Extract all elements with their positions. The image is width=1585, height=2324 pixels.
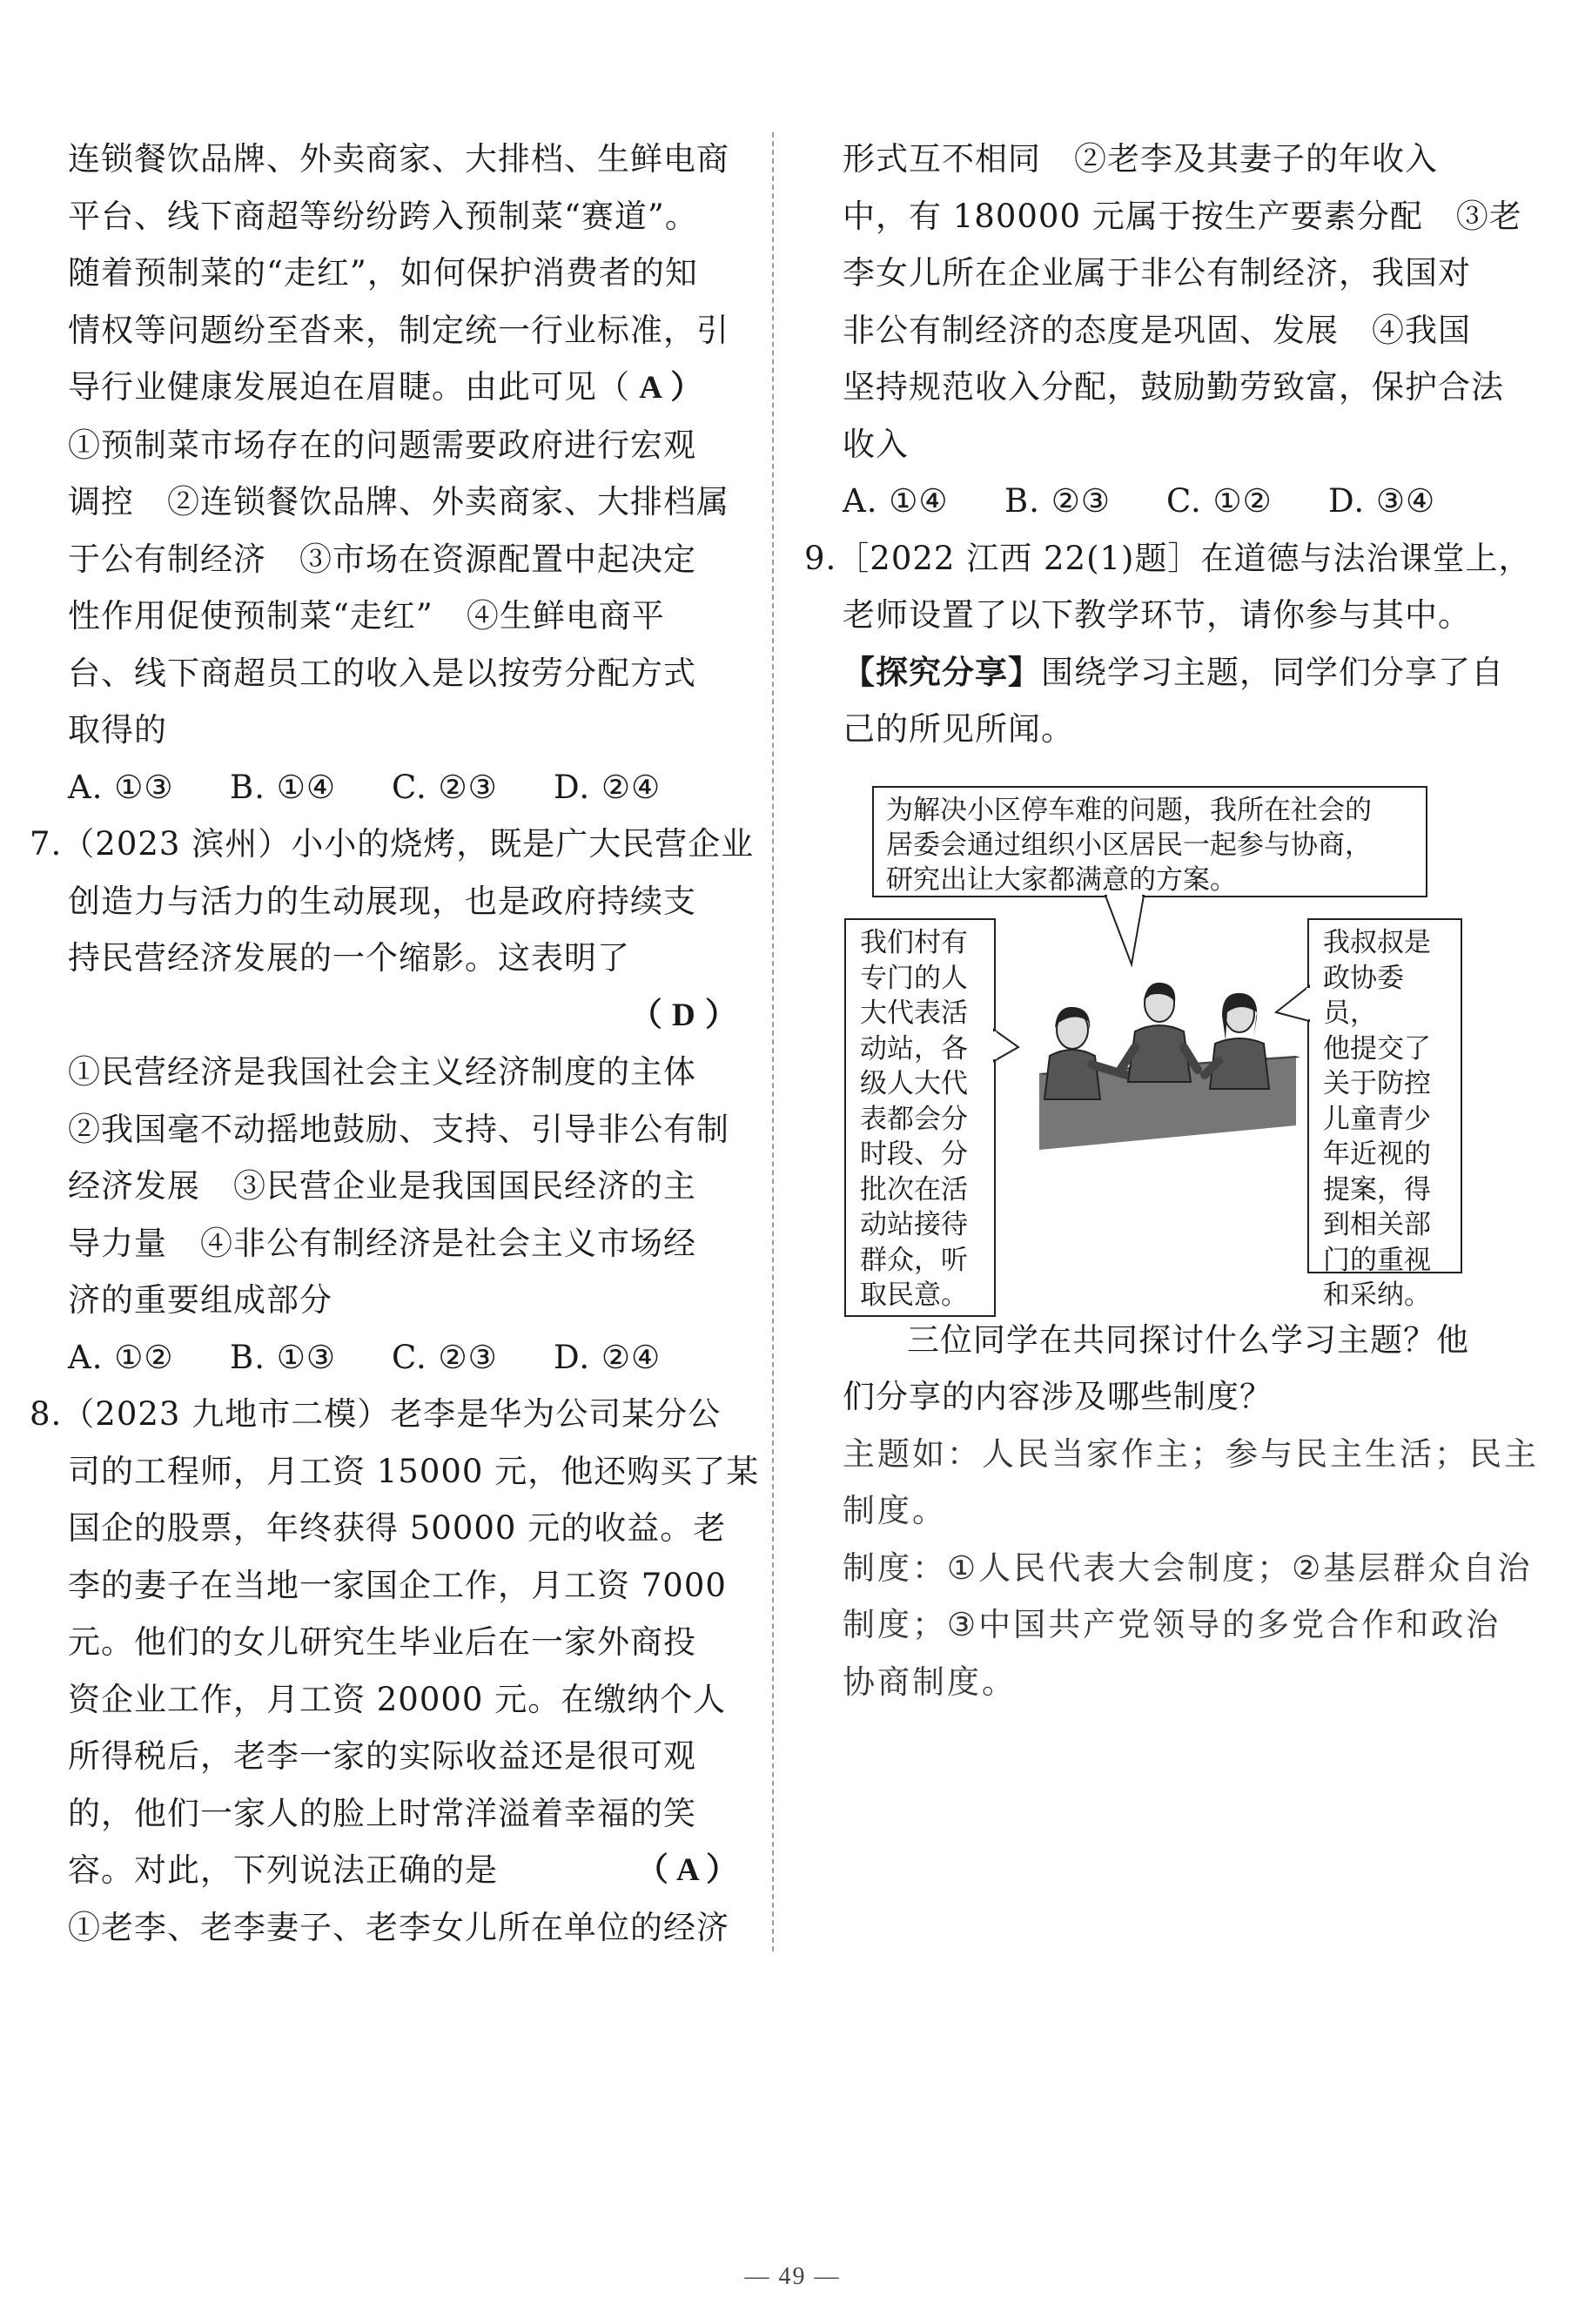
q8-stem-line: 8.（2023 九地市二模）老李是华为公司某分公 [30,1395,722,1433]
bubble-top-line: 为解决小区停车难的问题，我所在社会的 [886,795,1372,826]
bubble-left-line: 动站接待 [860,1209,968,1240]
q6-option-line: 台、线下商超员工的收入是以按劳分配方式 [68,654,696,692]
q8-stem-line: 司的工程师，月工资 15000 元，他还购买了某 [68,1452,760,1490]
q6-stem-line: 平台、线下商超等纷纷跨入预制菜“赛道”。 [68,197,698,235]
q8-stem-line: 国企的股票，年终获得 50000 元的收益。老 [68,1509,727,1547]
bubble-left-line: 级人大代 [860,1068,968,1099]
left-column [30,131,760,1956]
q8-answer: （ A ） [635,1852,738,1888]
bubble-right-line: 我叔叔是 [1323,927,1431,958]
q7-option-line: 经济发展 ③民营企业是我国国民经济的主 [68,1167,696,1205]
q7-choice-b: B. ①③ [230,1338,337,1376]
explore-line [843,644,1513,702]
answer-line: 主题如：人民当家作主；参与民主生活；民主 [843,1434,1539,1473]
answer-line: 制度；③中国共产党领导的多党合作和政治 [843,1606,1501,1643]
q8-choice-d: D. ③④ [1328,482,1436,520]
bubble-right-line: 政协委员， [1323,962,1404,1029]
page-number: — 49 — [744,2263,841,2290]
q8-option-line: 李女儿所在企业属于非公有制经济，我国对 [843,254,1471,292]
answer-line: 制度：①人民代表大会制度；②基层群众自治 [843,1548,1533,1587]
q7-option-line: ②我国毫不动摇地鼓励、支持、引导非公有制 [68,1110,729,1148]
q8-stem-line: 李的妻子在当地一家国企工作，月工资 7000 [68,1566,727,1604]
bubble-right-line: 儿童青少 [1323,1103,1431,1135]
column-divider [772,132,774,1951]
q8-choice-a: A. ①④ [843,482,949,520]
bubble-left-line: 我们村有 [860,927,968,958]
explore-tag: 【探究分享】 [843,653,1041,691]
q8-stem-line: 元。他们的女儿研究生毕业后在一家外商投 [68,1623,696,1661]
q7-answer: （ D ） [629,997,738,1033]
q6-choices [68,759,738,816]
students-scene [1004,960,1304,1153]
q7-choices [68,1329,738,1387]
q7-stem-line: 创造力与活力的生动展现，也是政府持续支 [68,882,696,920]
bubble-left-line: 批次在活 [860,1173,968,1206]
q8-option-line: 收入 [843,425,909,463]
bubble-left-line: 时段、分 [860,1138,968,1170]
q8-option-line: 形式互不相同 ②老李及其妻子的年收入 [843,140,1438,178]
q6-stem-line-answer [68,359,738,417]
bubble-left-line: 群众，听 [860,1244,968,1276]
bubble-left-line: 大代表活 [860,997,968,1029]
q8-choices [843,473,1513,530]
answer-line: 制度。 [843,1492,947,1529]
answer-line: 协商制度。 [843,1662,1017,1701]
q8-stem-line: 的，他们一家人的脸上时常洋溢着幸福的笑 [68,1794,696,1832]
q7-option-line: ①民营经济是我国社会主义经济制度的主体 [68,1053,696,1091]
discuss-question-line: 们分享的内容涉及哪些制度？ [843,1378,1273,1415]
q6-option-line: ①预制菜市场存在的问题需要政府进行宏观 [68,426,696,464]
q7-choice-a: A. ①② [68,1338,174,1376]
q6-choice-b: B. ①④ [230,768,337,806]
bubble-right-line: 年近视的 [1323,1138,1431,1170]
bubble-right-line: 关于防控 [1323,1068,1431,1099]
q6-stem-text: 导行业健康发展迫在眉睫。由此可见（ [68,368,630,406]
bubble-left-line: 表都会分 [860,1103,968,1135]
bubble-left-line: 专门的人 [860,962,968,994]
q8-stem-text: 容。对此，下列说法正确的是 [68,1851,498,1889]
q8-choice-b: B. ②③ [1004,482,1112,520]
q9-stem-line: 老师设置了以下教学环节，请你参与其中。 [843,596,1471,634]
q6-stem-line: 情权等问题纷至沓来，制定统一行业标准，引 [68,311,729,349]
q6-answer: A ） [639,370,704,406]
q6-option-line: 于公有制经济 ③市场在资源配置中起决定 [68,540,696,578]
q6-option-line: 取得的 [68,711,167,749]
q7-stem-line: 持民营经济发展的一个缩影。这表明了 [68,939,630,977]
bubble-left-line: 取民意。 [860,1280,968,1311]
bubble-right-line: 到相关部 [1323,1209,1431,1240]
bubble-top-line: 研究出让大家都满意的方案。 [886,864,1237,896]
discussion-illustration [844,786,1464,1319]
q7-stem-line: 7.（2023 滨州）小小的烧烤，既是广大民营企业 [30,825,755,863]
q7-choice-d: D. ②④ [554,1338,662,1376]
q8-stem-line-answer [68,1842,738,1899]
bubble-top-line: 居委会通过组织小区居民一起参与协商， [886,830,1372,861]
q8-option-line: ①老李、老李妻子、老李女儿所在单位的经济 [68,1908,729,1946]
student-middle [1119,983,1198,1082]
bubble-left-line: 动站，各 [860,1032,968,1065]
q6-stem-line: 连锁餐饮品牌、外卖商家、大排档、生鲜电商 [68,140,729,178]
q6-choice-d: D. ②④ [554,768,662,806]
discuss-question-line: 三位同学在共同探讨什么学习主题？他 [907,1320,1469,1359]
bubble-right-line: 他提交了 [1323,1032,1431,1065]
q8-stem-line: 所得税后，老李一家的实际收益还是很可观 [68,1737,696,1775]
q6-option-line: 调控 ②连锁餐饮品牌、外卖商家、大排档属 [68,483,729,521]
explore-text: 围绕学习主题，同学们分享了自 [1041,653,1504,691]
q6-choice-a: A. ①③ [68,768,174,806]
q6-option-line: 性作用促使预制菜“走红” ④生鲜电商平 [68,597,665,635]
q8-choice-c: C. ①② [1166,482,1273,520]
q8-stem-line: 资企业工作，月工资 20000 元。在缴纳个人 [68,1680,727,1718]
q7-choice-c: C. ②③ [392,1338,498,1376]
q8-option-line: 非公有制经济的态度是巩固、发展 ④我国 [843,311,1471,349]
bubble-right-line: 和采纳。 [1323,1280,1431,1311]
student-right [1205,993,1269,1089]
bubble-right-line: 提案，得 [1323,1173,1431,1206]
q6-stem-line: 随着预制菜的“走红”，如何保护消费者的知 [68,254,698,292]
q6-answer-letter: A [639,370,662,406]
q6-choice-c: C. ②③ [392,768,498,806]
q8-option-line: 坚持规范收入分配，鼓励勤劳致富，保护合法 [843,368,1504,406]
bubble-right-line: 门的重视 [1323,1244,1431,1276]
q8-option-line: 中，有 180000 元属于按生产要素分配 ③老 [843,197,1522,235]
q9-stem-line: 9.［2022 江西 22(1)题］在道德与法治课堂上， [804,539,1532,577]
q7-option-line: 导力量 ④非公有制经济是社会主义市场经 [68,1224,696,1262]
explore-line: 己的所见所闻。 [843,710,1074,748]
q7-option-line: 济的重要组成部分 [68,1281,332,1319]
